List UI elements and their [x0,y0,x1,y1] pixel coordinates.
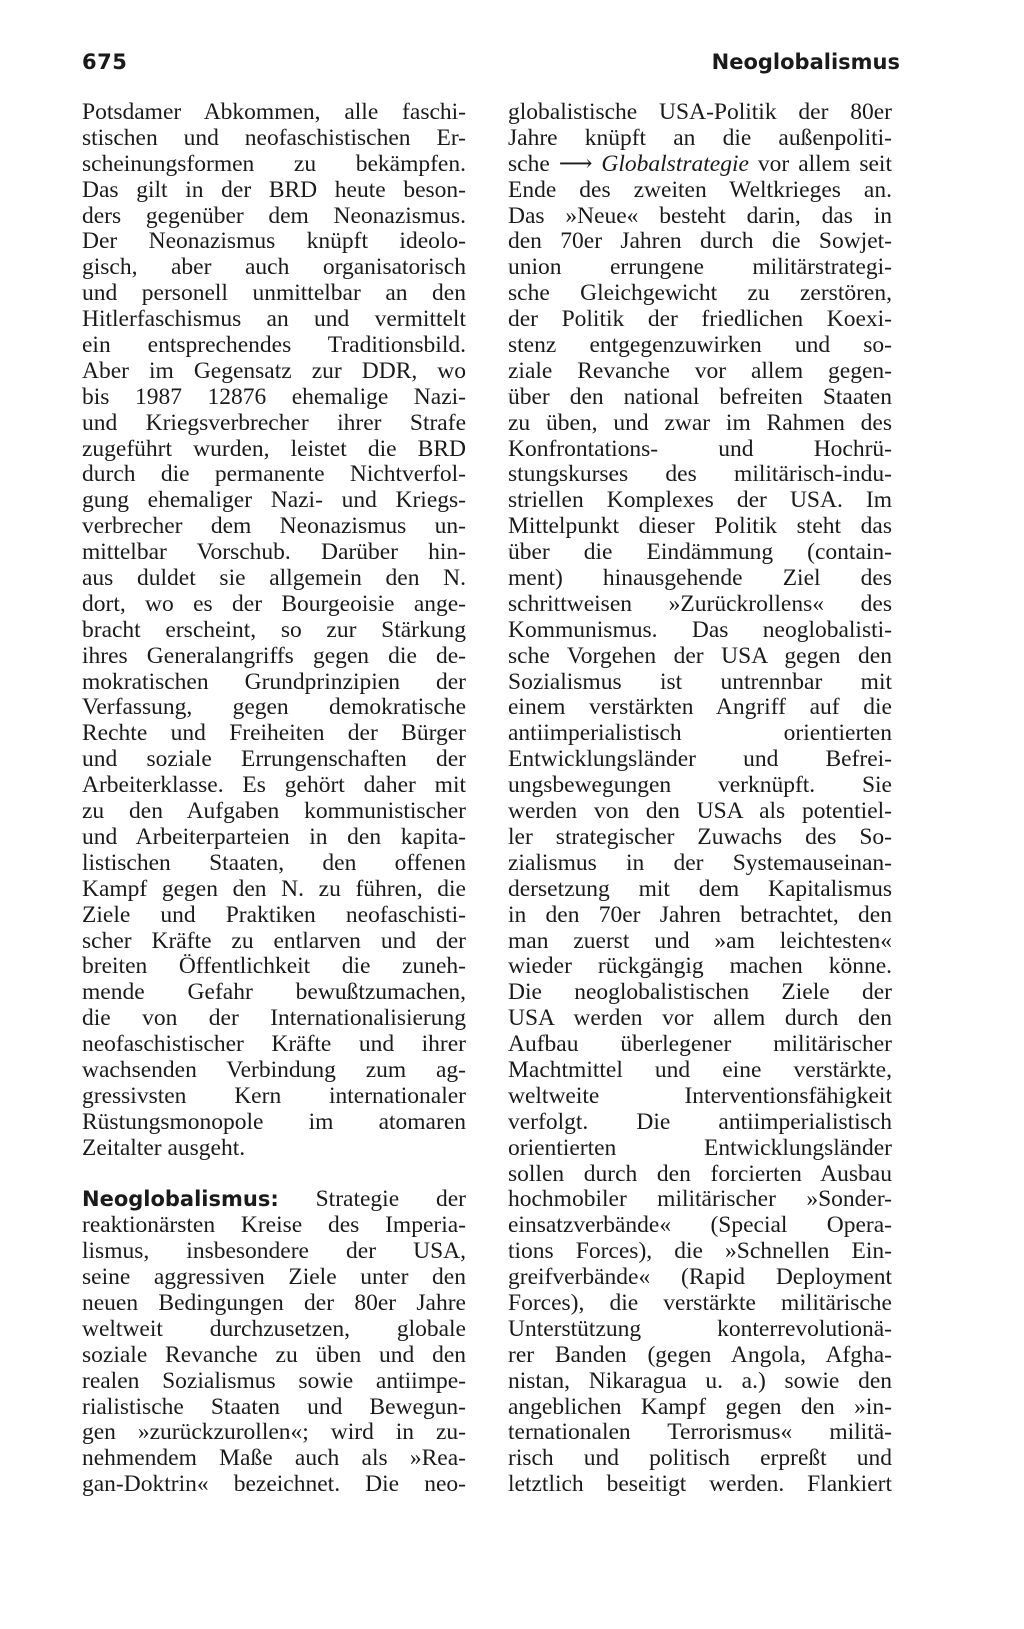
text-line: nehmendem Maße auch als »Rea- [82,1445,466,1472]
text-line: Jahre knüpft an die außenpoliti- [508,124,892,151]
text-line: risch und politisch erpreßt und [508,1445,892,1472]
text-line: bis 1987 12876 ehemalige Nazi- [82,383,466,410]
text-line: Kampf gegen den N. zu führen, die [82,875,466,902]
text-line: Forces), die verstärkte militärische [508,1289,892,1316]
text-line: schrittweisen »Zurückrollens« des [508,590,892,617]
ref-line-suffix: vor allem seit [757,150,892,177]
paragraph-neoglobalismus-intro [508,100,892,152]
text-line: Entwicklungsländer und Befrei- [508,746,892,773]
ref-line-prefix: sche [508,150,550,177]
text-line: breiten Öffentlichkeit die zuneh- [82,953,466,980]
text-line: scher Kräfte zu entlarven und der [82,927,466,954]
text-line: ler strategischer Zuwachs des So- [508,823,892,850]
text-line: letztlich beseitigt werden. Flankiert [508,1471,892,1498]
cross-reference-arrow-icon: ⟶ [558,150,593,177]
text-line: Potsdamer Abkommen, alle faschi- [82,99,466,125]
text-line: reaktionärsten Kreise des Imperia- [82,1212,466,1239]
text-line: Der Neonazismus knüpft ideolo- [82,228,466,255]
text-line: Mittelpunkt dieser Politik steht das [508,513,892,540]
entry-gap [82,1162,466,1188]
paragraph-neofaschismus-continued [82,100,466,1162]
page-number: 675 [82,50,128,74]
text-line: wieder rückgängig machen könne. [508,953,892,980]
text-line: mende Gefahr bewußtzumachen, [82,979,466,1006]
text-line: dersetzung mit dem Kapitalismus [508,875,892,902]
text-line: neuen Bedingungen der 80er Jahre [82,1289,466,1316]
paragraph-neoglobalismus-body [508,178,892,1498]
text-line: den 70er Jahren durch die Sowjet- [508,228,892,255]
text-line: über die Eindämmung (contain- [508,539,892,566]
text-line: rialistische Staaten und Bewegun- [82,1393,466,1420]
text-line: und Kriegsverbrecher ihrer Strafe [82,409,466,436]
text-line: gung ehemaliger Nazi- und Kriegs- [82,487,466,514]
text-line: ziale Revanche vor allem gegen- [508,357,892,384]
text-line: ders gegenüber dem Neonazismus. [82,202,466,229]
text-line: stischen und neofaschistischen Er- [82,124,466,151]
text-line: aus duldet sie allgemein den N. [82,565,466,592]
text-line: Verfassung, gegen demokratische [82,694,466,721]
text-line: durch die permanente Nichtverfol- [82,461,466,488]
text-line: Unterstützung konterrevolutionä- [508,1315,892,1342]
text-line: mittelbar Vorschub. Darüber hin- [82,539,466,566]
text-line: globalistische USA-Politik der 80er [508,99,892,125]
text-line: gisch, aber auch organisatorisch [82,254,466,281]
text-line: einem verstärkten Angriff auf die [508,694,892,721]
text-line: zialismus in der Systemauseinan- [508,849,892,876]
cross-reference-globalstrategie[interactable]: Globalstrategie [601,150,749,177]
right-column [508,100,892,1498]
text-line: werden von den USA als potentiel- [508,798,892,825]
text-line: Kommunismus. Das neoglobalisti- [508,616,892,643]
text-line: striellen Komplexes der USA. Im [508,487,892,514]
text-line: Rechte und Freiheiten der Bürger [82,720,466,747]
text-line: dort, wo es der Bourgeoisie ange- [82,590,466,617]
text-line: Das »Neue« besteht darin, das in [508,202,892,229]
text-line: nistan, Nikaragua u. a.) sowie den [508,1367,892,1394]
text-line: der Politik der friedlichen Koexi- [508,306,892,333]
text-line: ternationalen Terrorismus« militä- [508,1419,892,1446]
text-line: Ziele und Praktiken neofaschisti- [82,901,466,928]
text-line: angeblichen Kampf gegen den »in- [508,1393,892,1420]
left-column [82,100,466,1498]
text-line: weltweit durchzusetzen, globale [82,1315,466,1342]
text-line: neofaschistischer Kräfte und ihrer [82,1031,466,1058]
text-line: über den national befreiten Staaten [508,383,892,410]
entry-neoglobalismus [82,1187,466,1498]
text-line: zu üben, und zwar im Rahmen des [508,409,892,436]
text-line: USA werden vor allem durch den [508,1005,892,1032]
text-line: Aufbau überlegener militärischer [508,1031,892,1058]
text-line: lismus, insbesondere der USA, [82,1238,466,1265]
text-line: verfolgt. Die antiimperialistisch [508,1108,892,1135]
text-line: man zuerst und »am leichtesten« [508,927,892,954]
text-line: sollen durch den forcierten Ausbau [508,1160,892,1187]
text-line: Ende des zweiten Weltkrieges an. [508,176,892,203]
text-line [82,1187,466,1213]
text-line: tions Forces), die »Schnellen Ein- [508,1238,892,1265]
text-line: gen »zurückzurollen«; wird in zu- [82,1419,466,1446]
text-line: Rüstungsmonopole im atomaren [82,1108,466,1135]
text-line: realen Sozialismus sowie antiimpe- [82,1367,466,1394]
text-line: Die neoglobalistischen Ziele der [508,979,892,1006]
text-line: einsatzverbände« (Special Opera- [508,1212,892,1239]
text-line: stenz entgegenzuwirken und so- [508,332,892,359]
entry-term: Neoglobalismus: [82,1187,279,1212]
text-line: Machtmittel und eine verstärkte, [508,1056,892,1083]
text-line: Konfrontations- und Hochrü- [508,435,892,462]
text-line: mokratischen Grundprinzipien der [82,668,466,695]
running-head: Neoglobalismus [711,50,900,74]
text-line: zu den Aufgaben kommunistischer [82,798,466,825]
entry-first-line-text: Strategie der [315,1186,467,1213]
text-line: wachsenden Verbindung zum ag- [82,1056,466,1083]
text-line: soziale Revanche zu üben und den [82,1341,466,1368]
text-line: sche Gleichgewicht zu zerstören, [508,280,892,307]
text-line: verbrecher dem Neonazismus un- [82,513,466,540]
text-line: und personell unmittelbar an den [82,280,466,307]
text-line: Aber im Gegensatz zur DDR, wo [82,357,466,384]
text-line: ment) hinausgehende Ziel des [508,565,892,592]
text-line: scheinungsformen zu bekämpfen. [82,150,466,177]
text-line: ein entsprechendes Traditionsbild. [82,332,466,359]
text-line: listischen Staaten, den offenen [82,849,466,876]
text-line: zugeführt wurden, leistet die BRD [82,435,466,462]
text-line: hochmobiler militärischer »Sonder- [508,1186,892,1213]
text-line: ihres Generalangriffs gegen die de- [82,642,466,669]
text-line: gressivsten Kern internationaler [82,1082,466,1109]
text-line: greifverbände« (Rapid Deployment [508,1264,892,1291]
text-line: bracht erscheint, so zur Stärkung [82,616,466,643]
text-line: Sozialismus ist untrennbar mit [508,668,892,695]
text-line: und Arbeiterparteien in den kapita- [82,823,466,850]
text-line: stungskurses des militärisch-indu- [508,461,892,488]
text-line-with-cross-reference [508,152,892,178]
text-line: in den 70er Jahren betrachtet, den [508,901,892,928]
text-line: rer Banden (gegen Angola, Afgha- [508,1341,892,1368]
text-line: sche Vorgehen der USA gegen den [508,642,892,669]
text-line: gan-Doktrin« bezeichnet. Die neo- [82,1471,466,1498]
text-line: orientierten Entwicklungsländer [508,1134,892,1161]
text-line: antiimperialistisch orientierten [508,720,892,747]
text-line: weltweite Interventionsfähigkeit [508,1082,892,1109]
text-line: Das gilt in der BRD heute beson- [82,176,466,203]
paragraph-neoglobalismus [82,1213,466,1498]
text-line: Arbeiterklasse. Es gehört daher mit [82,772,466,799]
text-line: Hitlerfaschismus an und vermittelt [82,306,466,333]
text-line: ungsbewegungen verknüpft. Sie [508,772,892,799]
text-line: die von der Internationalisierung [82,1005,466,1032]
text-line: und soziale Errungenschaften der [82,746,466,773]
text-line: Zeitalter ausgeht. [82,1134,246,1161]
text-line: union errungene militärstrategi- [508,254,892,281]
text-line: seine aggressiven Ziele unter den [82,1264,466,1291]
